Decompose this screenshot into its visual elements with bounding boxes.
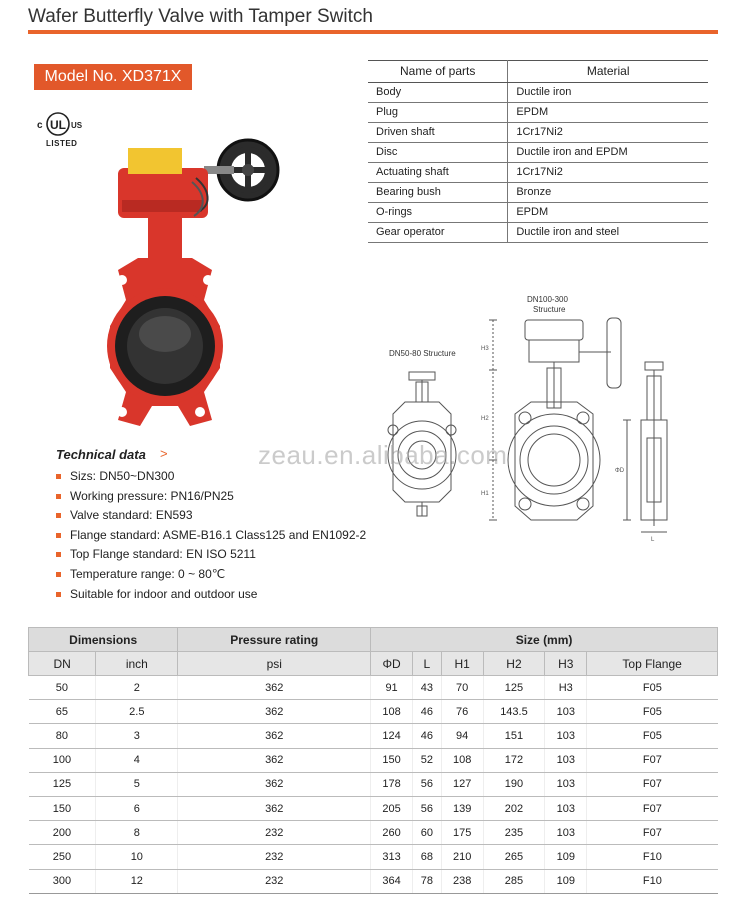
model-badge: Model No. XD371X	[34, 64, 192, 90]
cell-l: 46	[413, 700, 442, 724]
tech-item-text: Working pressure: PN16/PN25	[70, 488, 234, 503]
large-structure-label-1: DN100-300	[527, 295, 568, 304]
side-view-drawing	[623, 362, 667, 532]
table-row	[368, 103, 708, 123]
cell-inch: 12	[96, 869, 178, 893]
valve-product-image	[100, 130, 300, 430]
dim-diameter-label: ΦD	[615, 468, 625, 474]
part-material: 1Cr17Ni2	[508, 163, 708, 183]
cell-top-flange: F07	[587, 748, 718, 772]
part-material: Ductile iron and steel	[508, 223, 708, 243]
ul-mark-text: UL	[50, 118, 66, 132]
cell-inch: 2.5	[96, 700, 178, 724]
part-material: Ductile iron	[508, 83, 708, 103]
bullet-icon	[56, 552, 61, 557]
cell-psi: 232	[178, 821, 371, 845]
part-name: Disc	[368, 143, 508, 163]
cell-h2: 143.5	[483, 700, 545, 724]
col-dn: DN	[29, 652, 96, 676]
table-row	[368, 143, 708, 163]
bullet-icon	[56, 572, 61, 577]
part-name: Plug	[368, 103, 508, 123]
cell-dn: 100	[29, 748, 96, 772]
part-name: Actuating shaft	[368, 163, 508, 183]
cell-dn: 150	[29, 796, 96, 820]
cell-top-flange: F05	[587, 676, 718, 700]
cell-dn: 250	[29, 845, 96, 869]
cell-top-flange: F07	[587, 821, 718, 845]
cell-top-flange: F10	[587, 845, 718, 869]
cell-psi: 232	[178, 869, 371, 893]
cell-od: 205	[371, 796, 413, 820]
dim-h3-label: H3	[481, 346, 489, 352]
cell-psi: 362	[178, 796, 371, 820]
cell-h2: 172	[483, 748, 545, 772]
cell-top-flange: F10	[587, 869, 718, 893]
cell-h3: 103	[545, 821, 587, 845]
cell-dn: 300	[29, 869, 96, 893]
large-structure-label-2: Structure	[533, 305, 566, 314]
technical-data-list	[56, 467, 366, 604]
part-material: Bronze	[508, 183, 708, 203]
ul-listed-text: LISTED	[46, 139, 78, 148]
table-row	[368, 203, 708, 223]
structure-drawing	[375, 290, 725, 550]
part-name: Body	[368, 83, 508, 103]
cell-l: 78	[413, 869, 442, 893]
small-structure-label: DN50-80 Structure	[389, 349, 456, 358]
cell-psi: 362	[178, 676, 371, 700]
col-od: ΦD	[371, 652, 413, 676]
part-material: EPDM	[508, 103, 708, 123]
tech-item-text: Sizs: DN50~DN300	[70, 469, 175, 483]
cell-h1: 127	[441, 772, 483, 796]
col-h2: H2	[483, 652, 545, 676]
cell-od: 364	[371, 869, 413, 893]
cell-h3: 103	[545, 796, 587, 820]
cell-inch: 2	[96, 676, 178, 700]
chevron-right-icon: >	[160, 446, 168, 461]
page-title: Wafer Butterfly Valve with Tamper Switch	[28, 6, 373, 27]
cell-dn: 125	[29, 772, 96, 796]
cell-dn: 65	[29, 700, 96, 724]
cell-psi: 362	[178, 772, 371, 796]
cell-top-flange: F05	[587, 724, 718, 748]
cell-h2: 235	[483, 821, 545, 845]
cell-h2: 151	[483, 724, 545, 748]
parts-material-table	[368, 60, 708, 243]
col-l: L	[413, 652, 442, 676]
size-table	[28, 627, 718, 894]
cell-l: 43	[413, 676, 442, 700]
parts-header-name: Name of parts	[368, 61, 508, 83]
col-top-flange: Top Flange	[587, 652, 718, 676]
cell-h3: 103	[545, 772, 587, 796]
tech-item-text: Suitable for indoor and outdoor use	[70, 586, 258, 601]
header-pressure-rating: Pressure rating	[178, 628, 371, 652]
dim-l-label: L	[651, 537, 655, 543]
header-dimensions: Dimensions	[29, 628, 178, 652]
cell-l: 68	[413, 845, 442, 869]
table-row	[29, 772, 718, 796]
cell-inch: 5	[96, 772, 178, 796]
cell-top-flange: F07	[587, 772, 718, 796]
cell-psi: 232	[178, 845, 371, 869]
cell-top-flange: F05	[587, 700, 718, 724]
cell-h3: 109	[545, 869, 587, 893]
cell-od: 108	[371, 700, 413, 724]
bullet-icon	[56, 533, 61, 538]
cell-l: 56	[413, 796, 442, 820]
tech-item-text: Top Flange standard: EN ISO 5211	[70, 547, 256, 562]
list-item	[56, 467, 366, 487]
bullet-icon	[56, 592, 61, 597]
list-item	[56, 585, 366, 605]
cell-h2: 265	[483, 845, 545, 869]
cell-inch: 8	[96, 821, 178, 845]
cell-h3: 103	[545, 748, 587, 772]
tech-item-text: Temperature range: 0 ~ 80℃	[70, 566, 226, 581]
cell-h2: 125	[483, 676, 545, 700]
cell-l: 60	[413, 821, 442, 845]
table-row	[29, 821, 718, 845]
large-valve-drawing	[489, 318, 621, 520]
table-row	[29, 676, 718, 700]
cell-h1: 94	[441, 724, 483, 748]
cell-psi: 362	[178, 724, 371, 748]
bullet-icon	[56, 494, 61, 499]
dim-h1-label: H1	[481, 491, 489, 497]
cell-od: 313	[371, 845, 413, 869]
cell-od: 150	[371, 748, 413, 772]
cell-dn: 50	[29, 676, 96, 700]
tech-item-text: Flange standard: ASME-B16.1 Class125 and EN1092-2	[70, 527, 367, 542]
cell-h2: 190	[483, 772, 545, 796]
col-h1: H1	[441, 652, 483, 676]
watermark: zeau.en.alibaba.com	[258, 440, 508, 470]
col-inch: inch	[96, 652, 178, 676]
cell-top-flange: F07	[587, 796, 718, 820]
bullet-icon	[56, 513, 61, 518]
table-row	[29, 796, 718, 820]
cell-h1: 70	[441, 676, 483, 700]
cell-l: 46	[413, 724, 442, 748]
cell-l: 56	[413, 772, 442, 796]
cell-h1: 238	[441, 869, 483, 893]
table-row	[368, 183, 708, 203]
cell-h1: 210	[441, 845, 483, 869]
ul-right-text: US	[71, 121, 83, 130]
cell-h1: 139	[441, 796, 483, 820]
parts-header-material: Material	[508, 61, 708, 83]
tech-item-text: Valve standard: EN593	[70, 508, 193, 523]
part-name: Bearing bush	[368, 183, 508, 203]
bullet-icon	[56, 474, 61, 479]
cell-inch: 10	[96, 845, 178, 869]
cell-inch: 6	[96, 796, 178, 820]
gearbox-icon	[118, 148, 208, 218]
table-row	[368, 163, 708, 183]
cell-h1: 108	[441, 748, 483, 772]
ul-left-text: c	[37, 120, 43, 131]
list-item	[56, 565, 366, 585]
part-material: 1Cr17Ni2	[508, 123, 708, 143]
col-psi: psi	[178, 652, 371, 676]
header-size-mm: Size (mm)	[371, 628, 718, 652]
cell-h2: 202	[483, 796, 545, 820]
cell-dn: 80	[29, 724, 96, 748]
valve-body-icon	[107, 258, 223, 426]
cell-od: 178	[371, 772, 413, 796]
table-row	[29, 748, 718, 772]
cell-inch: 4	[96, 748, 178, 772]
cell-od: 124	[371, 724, 413, 748]
cell-h3: 103	[545, 700, 587, 724]
part-name: Gear operator	[368, 223, 508, 243]
cell-dn: 200	[29, 821, 96, 845]
cell-psi: 362	[178, 748, 371, 772]
table-row	[368, 83, 708, 103]
cell-h1: 76	[441, 700, 483, 724]
cell-od: 91	[371, 676, 413, 700]
cell-h1: 175	[441, 821, 483, 845]
list-item	[56, 545, 366, 565]
cell-l: 52	[413, 748, 442, 772]
table-row	[368, 123, 708, 143]
table-row	[29, 845, 718, 869]
table-row	[29, 724, 718, 748]
table-row	[29, 869, 718, 893]
part-name: Driven shaft	[368, 123, 508, 143]
part-material: EPDM	[508, 203, 708, 223]
cell-h2: 285	[483, 869, 545, 893]
cell-h3: 103	[545, 724, 587, 748]
table-row	[368, 223, 708, 243]
cell-psi: 362	[178, 700, 371, 724]
title-rule	[28, 30, 718, 34]
cell-od: 260	[371, 821, 413, 845]
part-material: Ductile iron and EPDM	[508, 143, 708, 163]
list-item	[56, 506, 366, 526]
part-name: O-rings	[368, 203, 508, 223]
table-row	[29, 700, 718, 724]
cell-inch: 3	[96, 724, 178, 748]
col-h3: H3	[545, 652, 587, 676]
cell-h3: H3	[545, 676, 587, 700]
technical-data-heading: Technical data	[56, 447, 146, 462]
dim-h2-label: H2	[481, 416, 489, 422]
cell-h3: 109	[545, 845, 587, 869]
list-item	[56, 526, 366, 546]
list-item	[56, 487, 366, 507]
